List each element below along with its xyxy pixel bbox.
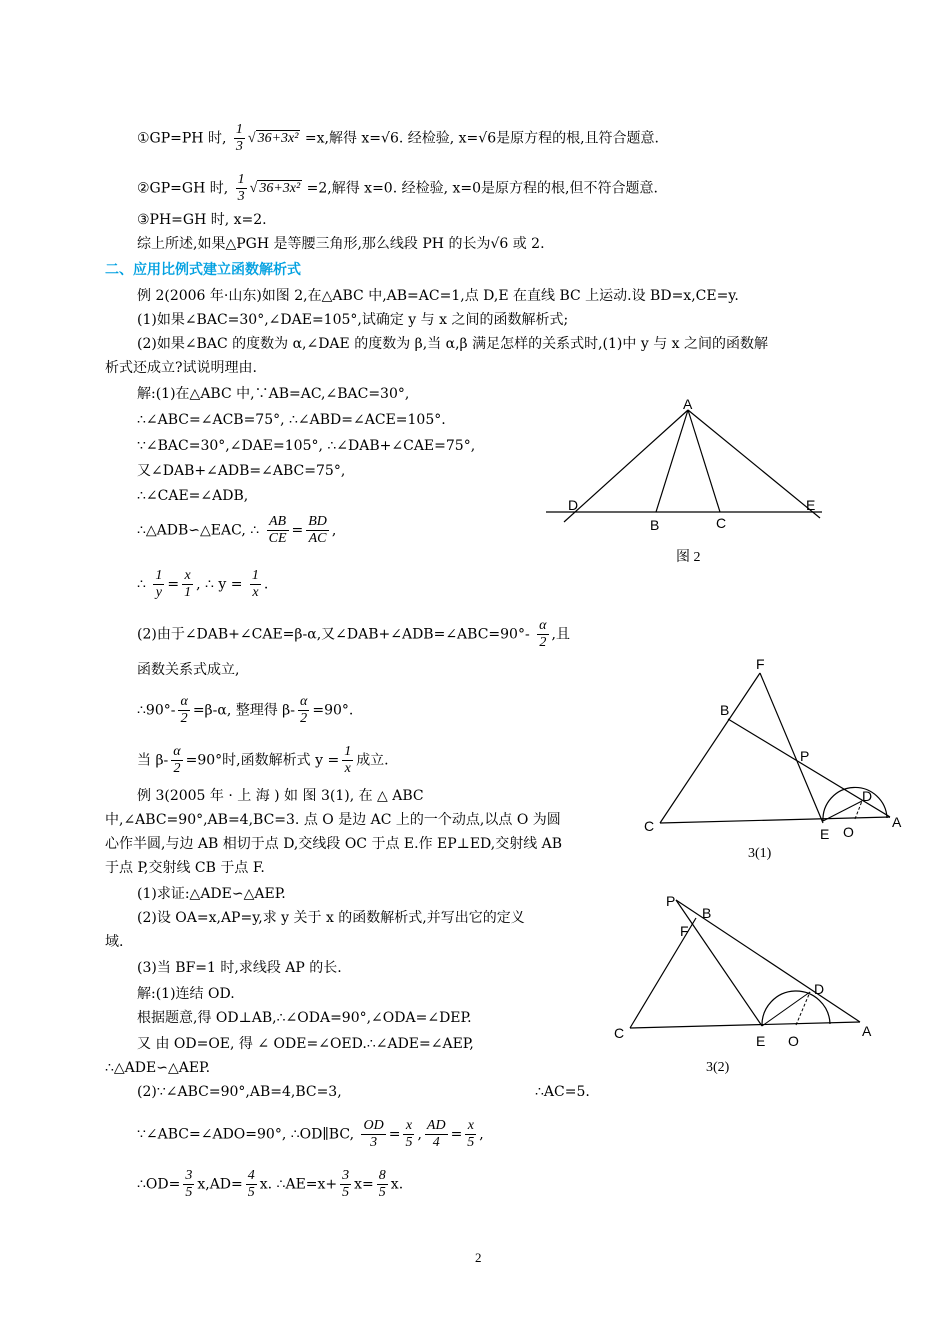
solution-line-5: ∴∠CAE=∠ADB, [137,488,249,504]
solution-line-3: ∵∠BAC=30°,∠DAE=105°, ∴∠DAB+∠CAE=75°, [137,438,476,454]
fig32-label-c: C [614,1025,625,1041]
fig31-label-e: E [820,826,830,842]
conclusion-line: 综上所述,如果△PGH 是等腰三角形,那么线段 PH 的长为√6 或 2. [137,236,545,252]
fraction-alpha-2-d: $\frac{\alpha}{2}$ [173,744,181,776]
fraction-1-x-b: $\frac{1}{x}$ [344,744,352,776]
fraction-x-1: $\frac{x}{1}$ [184,568,192,600]
eq-start: ∴90°- [137,702,176,719]
part-2-tail: ,且 [551,626,570,643]
fraction-ab-ce: $\frac{AB}{CE}$ [268,514,287,546]
fig31-label-p: P [800,748,810,764]
eq-end: =90°. [312,702,354,719]
page-number: 2 [475,1250,482,1265]
fig31-label-f: F [756,656,765,672]
solution-part-2-cont: 函数关系式成立, [137,662,240,678]
example-3-line-3: 心作半圆,与边 AB 相切于点 D,交线段 OC 于点 E.作 EP⊥ED,交射线 AB [105,836,563,852]
fraction-one-third: $\frac{1}{3}$ [235,122,243,154]
fig2-label-a: A [683,396,693,412]
fraction-1-y: $\frac{1}{y}$ [155,568,163,600]
solution-part-2-eq [137,694,353,727]
fraction-one-third-2: $\frac{1}{3}$ [237,172,245,204]
fig31-label-a: A [892,814,902,830]
solution-part-2 [137,618,570,651]
ae-end: x. [390,1176,404,1193]
therefore-y: , ∴ y = [196,576,243,593]
ae-eq: x= [354,1176,374,1193]
answer-line-6: ∵∠ABC=∠ADO=90°, ∴OD∥BC, $\frac{OD}{3}$ = $\frac{x}{5}$ , $\frac{AD}{4}$ = $\frac{x}{5}$ , [137,1118,484,1150]
fig2-label-c: C [716,515,727,530]
therefore-sign: ∴ [137,576,146,593]
solution-line-6: ∴△ADB∽△EAC, ∴ $\frac{AB}{CE}$ = $\frac{BD}{AC}$ , [137,514,337,546]
fraction-alpha-2: $\frac{\alpha}{2}$ [539,618,547,650]
example-2-question-2-cont: 析式还成立?试说明理由. [105,360,257,376]
answer-line-4: ∴△ADE∽△AEP. [105,1060,211,1076]
example-3-q1: (1)求证:△ADE∽△AEP. [137,886,286,902]
fraction-od-3: $\frac{OD}{3}$ [363,1118,384,1150]
fig2-label-d: D [568,497,579,513]
condition-1-result: =x,解得 x=√6. 经检验, x=√6是原方程的根,且符合题意. [304,130,660,147]
example-3-q2-cont: 域. [105,934,124,950]
fraction-x-5: $\frac{x}{5}$ [405,1118,413,1150]
answer-line-7 [137,1168,403,1201]
fig2-label-b: B [650,517,660,530]
example-3-q3: (3)当 BF=1 时,求线段 AP 的长. [137,960,342,976]
example-2-question-1: (1)如果∠BAC=30°,∠DAE=105°,试确定 y 与 x 之间的函数解析式; [137,312,569,328]
fig32-label-b: B [702,905,712,921]
figure-2 [540,390,830,530]
fraction-ad-4: $\frac{AD}{4}$ [426,1118,446,1150]
final-middle: =90°时,函数解析式 y = [185,752,340,769]
fraction-bd-ac: $\frac{BD}{AC}$ [308,514,327,546]
sqrt-expression: √ 36+3x² [247,130,299,146]
condition-2-result: =2,解得 x=0. 经检验, x=0是原方程的根,但不符合题意. [306,180,658,197]
answer-line-5: (2)∵∠ABC=90°,AB=4,BC=3, [137,1084,342,1100]
fig32-label-p: P [666,893,676,909]
figure-3-1 [640,655,910,845]
ad-expr: x,AD= [197,1176,243,1193]
similar-triangles-text: ∴△ADB∽△EAC, ∴ [137,522,260,539]
od-expr: ∴OD= [137,1176,181,1193]
fig32-label-o: O [788,1033,799,1049]
example-3-q2: (2)设 OA=x,AP=y,求 y 关于 x 的函数解析式,并写出它的定义 [137,910,525,926]
figure-3-1-caption: 3(1) [748,846,772,861]
fig31-label-o: O [843,824,854,840]
parallel-text: ∵∠ABC=∠ADO=90°, ∴OD∥BC, [137,1126,355,1143]
fig31-label-d: D [862,788,873,804]
part-2-text: (2)由于∠DAB+∠CAE=β-α,又∠DAB+∠ADB=∠ABC=90°- [137,626,530,643]
figure-3-2-caption: 3(2) [706,1060,730,1075]
example-3-line-4: 于点 P,交射线 CB 于点 F. [105,860,265,876]
solution-line-2: ∴∠ABC=∠ACB=75°, ∴∠ABD=∠ACE=105°. [137,412,446,428]
fig31-label-c: C [644,818,655,834]
condition-1-label: ①GP=PH 时, [137,130,227,147]
answer-line-5-ac: ∴AC=5. [535,1084,590,1100]
fig32-label-d: D [814,981,825,997]
fig31-label-b: B [720,702,730,718]
fig32-label-e: E [756,1033,766,1049]
sqrt-expression-2: √ 36+3x² [249,180,301,196]
fraction-3-5-b: $\frac{3}{5}$ [342,1168,350,1200]
condition-2-label: ②GP=GH 时, [137,180,229,197]
fraction-4-5: $\frac{4}{5}$ [247,1168,255,1200]
solution-line-7: ∴ $\frac{1}{y}$ = $\frac{x}{1}$ , ∴ y = $\frac{1}{x}$ . [137,568,269,600]
solution-line-1: 解:(1)在△ABC 中,∵AB=AC,∠BAC=30°, [137,386,410,402]
fraction-8-5: $\frac{8}{5}$ [378,1168,386,1200]
solution-part-2-final [137,744,389,777]
figure-3-2 [610,888,880,1058]
answer-line-2: 根据题意,得 OD⊥AB,∴∠ODA=90°,∠ODA=∠DEP. [137,1010,472,1026]
fraction-3-5: $\frac{3}{5}$ [185,1168,193,1200]
example-2-statement: 例 2(2006 年·山东)如图 2,在△ABC 中,AB=AC=1,点 D,E 在直线 BC 上运动.设 BD=x,CE=y. [137,288,739,304]
fig2-label-e: E [806,497,816,513]
example-3-line-1: 例 3(2005 年 · 上 海 ) 如 图 3(1), 在 △ ABC [137,788,424,804]
figure-2-caption: 图 2 [676,550,701,565]
example-2-question-2: (2)如果∠BAC 的度数为 α,∠DAE 的度数为 β,当 α,β 满足怎样的关系式时,(1)中 y 与 x 之间的函数解 [137,336,768,352]
answer-line-3: 又 由 OD=OE, 得 ∠ ODE=∠OED.∴∠ADE=∠AEP, [137,1036,474,1052]
solution-line-4: 又∠DAB+∠ADB=∠ABC=75°, [137,463,346,479]
ae-expr: x. ∴AE=x+ [259,1176,338,1193]
example-3-line-2: 中,∠ABC=90°,AB=4,BC=3. 点 O 是边 AC 上的一个动点,以点 O 为圆 [105,812,561,828]
fig32-label-f: F [680,923,689,939]
condition-1 [137,122,659,155]
condition-2 [137,172,658,205]
fig32-label-a: A [862,1023,872,1039]
section-heading: 二、应用比例式建立函数解析式 [105,262,301,278]
final-end: 成立. [356,752,389,769]
fraction-1-x: $\frac{1}{x}$ [251,568,259,600]
fraction-alpha-2-b: $\frac{\alpha}{2}$ [180,694,188,726]
final-start: 当 β- [137,752,169,769]
answer-line-1: 解:(1)连结 OD. [137,986,235,1002]
fraction-x-5-b: $\frac{x}{5}$ [467,1118,475,1150]
condition-3: ③PH=GH 时, x=2. [137,212,267,228]
eq-middle: =β-α, 整理得 β- [192,702,295,719]
fraction-alpha-2-c: $\frac{\alpha}{2}$ [300,694,308,726]
